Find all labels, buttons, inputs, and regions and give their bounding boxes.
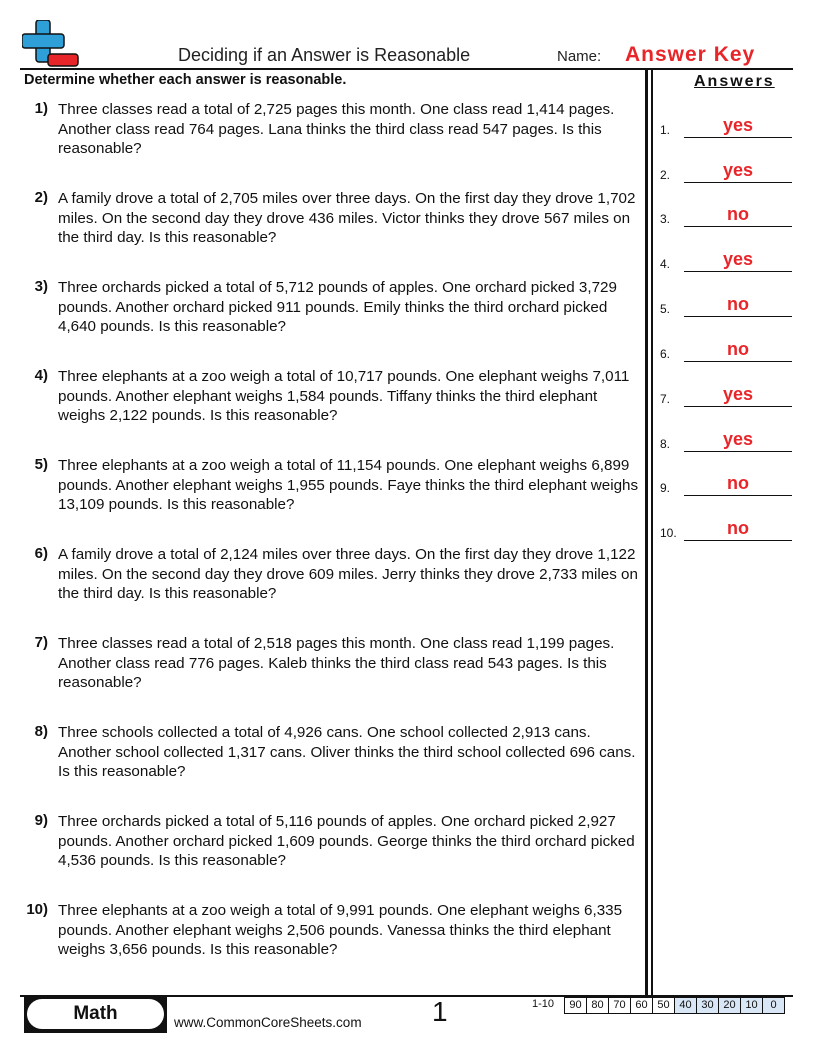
question-text: A family drove a total of 2,124 miles over three days. On the first day they drove 1,122 miles. On the second day they drove 609 miles. Jerry thinks they drove 2,733 miles on the third day. Is this reasonable? (58, 546, 638, 602)
answer-line (684, 361, 792, 362)
instructions: Determine whether each answer is reasonable. (24, 72, 347, 88)
question-number: 1) (34, 100, 48, 117)
question-number: 8) (34, 723, 48, 740)
score-cell: 50 (653, 998, 675, 1013)
question-number: 4) (34, 367, 48, 384)
question-text: Three elephants at a zoo weigh a total of 11,154 pounds. One elephant weighs 6,899 pounds. Another elephant weighs 1,955 pounds. Faye thinks the third elephant weighs 13,109 pounds. Is this reasonable? (58, 457, 639, 513)
question-text: Three schools collected a total of 4,926 cans. One school collected 2,913 cans. Another school collected 1,317 cans. Oliver thinks the third school collected 696 cans. Is this reasonable? (58, 724, 636, 780)
score-range-label: 1-10 (532, 998, 555, 1010)
answer-row (660, 235, 795, 275)
answer-value: yes (722, 429, 754, 449)
answer-number: 5. (660, 302, 671, 316)
answer-value: no (727, 339, 749, 359)
answer-line (684, 540, 792, 541)
answer-value: no (727, 473, 749, 493)
question-text: Three orchards picked a total of 5,116 pounds of apples. One orchard picked 2,927 pounds. Another orchard picked 1,609 pounds. George thinks the third orchard picked 4,536 pounds. Is this reasonable? (58, 813, 635, 869)
answer-number: 2. (660, 168, 671, 182)
question-number: 10) (26, 901, 48, 918)
answer-row (660, 101, 795, 141)
page-title: Deciding if an Answer is Reasonable (178, 45, 471, 65)
answer-number: 9. (660, 481, 671, 495)
answer-value: yes (722, 384, 754, 404)
answer-value: no (727, 204, 749, 224)
answer-row (660, 146, 795, 186)
plus-minus-logo-icon (22, 20, 80, 68)
answer-line (684, 495, 792, 496)
answer-row (660, 325, 795, 365)
answer-value: yes (722, 249, 754, 269)
question-number: 6) (34, 545, 48, 562)
answer-row (660, 370, 795, 410)
score-cell: 60 (631, 998, 653, 1013)
question-text: Three elephants at a zoo weigh a total of 10,717 pounds. One elephant weighs 7,011 pounds. Another elephant weighs 1,584 pounds. Tiffany thinks the third elephant weighs 2,122 pounds. Is this reasonable? (58, 368, 630, 424)
answer-number: 1. (660, 123, 671, 137)
answer-number: 7. (660, 392, 671, 406)
answer-row (660, 459, 795, 499)
answer-line (684, 316, 792, 317)
name-label: Name: (557, 48, 602, 65)
answer-row (660, 415, 795, 455)
answer-row (660, 190, 795, 230)
answer-line (684, 182, 792, 183)
website-text: www.CommonCoreSheets.com (174, 1015, 362, 1030)
score-cell: 30 (697, 998, 719, 1013)
subject-label: Math (27, 999, 164, 1029)
answer-key-label: Answer Key (625, 43, 756, 66)
answer-value: yes (722, 160, 754, 180)
answer-line (684, 226, 792, 227)
question-text: Three orchards picked a total of 5,712 pounds of apples. One orchard picked 3,729 pounds. Another orchard picked 911 pounds. Emily thinks the third orchard picked 4,640 pounds. Is this reasonable? (58, 279, 617, 335)
question-number: 9) (34, 812, 48, 829)
answer-line (684, 271, 792, 272)
answers-heading: Answers (694, 73, 775, 90)
score-table (564, 997, 785, 1014)
question-number: 2) (34, 189, 48, 206)
answer-value: no (727, 518, 749, 538)
answer-value: yes (722, 115, 754, 135)
answer-value: no (727, 294, 749, 314)
answer-row (660, 280, 795, 320)
question-text: Three classes read a total of 2,518 pages this month. One class read 1,199 pages. Another class read 776 pages. Kaleb thinks the third class read 543 pages. Is this reasonable? (58, 635, 615, 691)
answer-number: 4. (660, 257, 671, 271)
top-rule (20, 68, 793, 70)
column-divider (645, 69, 648, 995)
question-text: Three classes read a total of 2,725 pages this month. One class read 1,414 pages. Another class read 764 pages. Lana thinks the third class read 547 pages. Is this reasonable? (58, 101, 615, 157)
score-cell: 0 (763, 998, 784, 1013)
score-cell: 10 (741, 998, 763, 1013)
answer-number: 10. (660, 526, 677, 540)
score-cell: 70 (609, 998, 631, 1013)
question-number: 7) (34, 634, 48, 651)
score-cell: 20 (719, 998, 741, 1013)
score-cell: 90 (565, 998, 587, 1013)
question-text: A family drove a total of 2,705 miles over three days. On the first day they drove 1,702 miles. On the second day they drove 436 miles. Victor thinks they drove 567 miles on the third day. Is this reasonable? (58, 190, 636, 246)
answer-line (684, 451, 792, 452)
question-number: 3) (34, 278, 48, 295)
score-cell: 80 (587, 998, 609, 1013)
column-divider-inner (651, 69, 653, 995)
answer-number: 6. (660, 347, 671, 361)
answer-number: 8. (660, 437, 671, 451)
answer-line (684, 137, 792, 138)
answer-number: 3. (660, 212, 671, 226)
question-text: Three elephants at a zoo weigh a total of 9,991 pounds. One elephant weighs 6,335 pounds. Another elephant weighs 2,506 pounds. Vanessa thinks the third elephant weighs 3,656 pounds. Is this reasonable? (58, 902, 623, 958)
answer-row (660, 504, 795, 544)
answer-line (684, 406, 792, 407)
question-number: 5) (34, 456, 48, 473)
page-number: 1 (432, 996, 448, 1027)
score-cell: 40 (675, 998, 697, 1013)
